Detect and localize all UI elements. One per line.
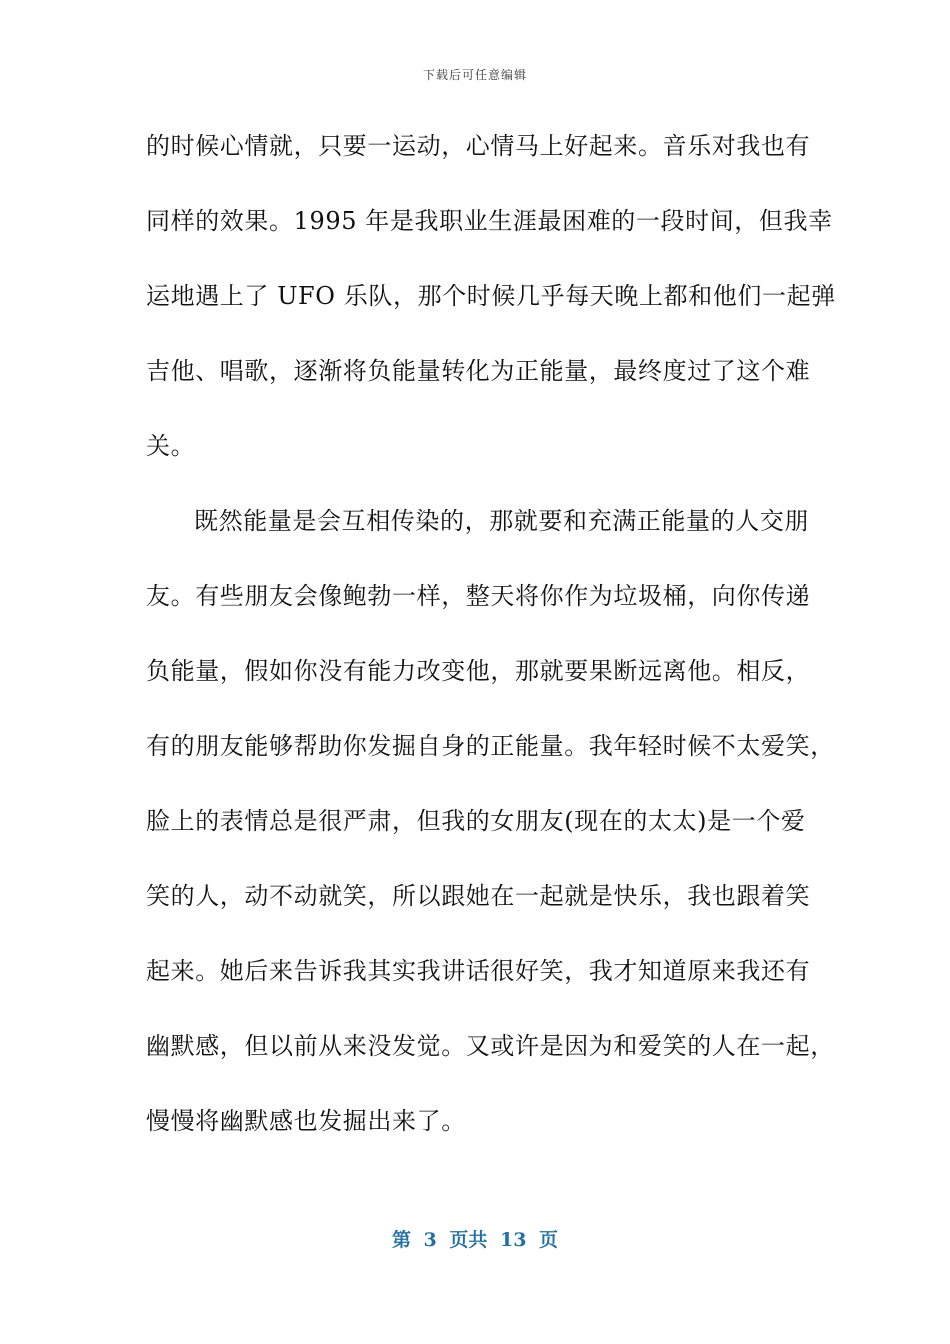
text-line: 友。有些朋友会像鲍勃一样，整天将你作为垃圾桶，向你传递 bbox=[146, 582, 811, 610]
text-line: 笑的人，动不动就笑，所以跟她在一起就是快乐，我也跟着笑 bbox=[146, 882, 811, 910]
page-number-footer: 第 3 页共 13 页 bbox=[391, 1229, 559, 1251]
text-line: 的时候心情就，只要一运动，心情马上好起来。音乐对我也有 bbox=[146, 132, 811, 160]
page-header-note: 下载后可任意编辑 bbox=[422, 68, 527, 82]
text-line: 慢慢将幽默感也发掘出来了。 bbox=[146, 1107, 466, 1135]
text-line: 幽默感，但以前从来没发觉。又或许是因为和爱笑的人在一起， bbox=[146, 1032, 835, 1060]
text-line: 运地遇上了 UFO 乐队，那个时候几乎每天晚上都和他们一起弹 bbox=[146, 282, 836, 310]
text-line: 吉他、唱歌，逐渐将负能量转化为正能量，最终度过了这个难 bbox=[146, 357, 811, 385]
text-line: 既然能量是会互相传染的，那就要和充满正能量的人交朋 bbox=[194, 507, 809, 535]
text-line: 脸上的表情总是很严肃，但我的女朋友(现在的太太)是一个爱 bbox=[146, 807, 806, 835]
text-line: 起来。她后来告诉我其实我讲话很好笑，我才知道原来我还有 bbox=[146, 957, 811, 985]
text-line: 负能量，假如你没有能力改变他，那就要果断远离他。相反， bbox=[146, 657, 811, 685]
text-line: 同样的效果。1995 年是我职业生涯最困难的一段时间，但我幸 bbox=[146, 207, 833, 235]
text-line: 有的朋友能够帮助你发掘自身的正能量。我年轻时候不太爱笑， bbox=[146, 732, 835, 760]
text-line: 关。 bbox=[146, 432, 196, 460]
